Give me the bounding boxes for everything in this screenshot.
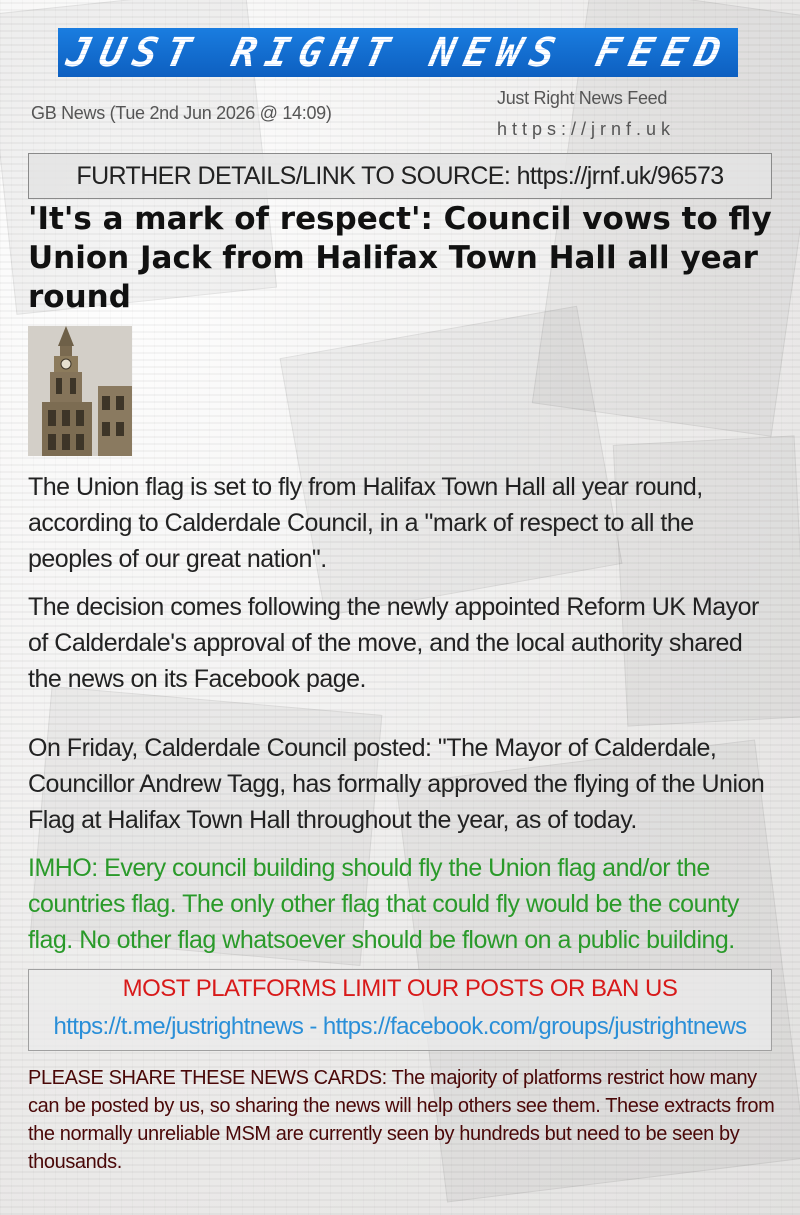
article-paragraph: The decision comes following the newly appointed Reform UK Mayor of Calderdale's approval of the move, and the local authority shared the news on its Facebook page. (28, 593, 759, 693)
town-hall-clock-tower-icon (28, 326, 132, 456)
source-link-text[interactable]: FURTHER DETAILS/LINK TO SOURCE: https://jrnf.uk/96573 (76, 161, 724, 190)
share-appeal-note: PLEASE SHARE THESE NEWS CARDS: The majority of platforms restrict how many can be posted by us, so sharing the news will help others see them. These extracts from the normally unreliable MSM are currently seen by hundreds but need to be seen by thousands. (28, 1067, 775, 1173)
article-headline: 'It's a mark of respect': Council vows to fly Union Jack from Halifax Town Hall all year round (28, 201, 772, 315)
source-and-date: GB News (Tue 2nd Jun 2026 @ 14:09) (31, 103, 332, 123)
article-paragraph: The Union flag is set to fly from Halifax Town Hall all year round, according to Calderdale Council, in a "mark of respect to all the peoples of our great nation". (28, 473, 703, 573)
social-links-box (28, 969, 772, 1051)
article-thumbnail (28, 326, 132, 456)
article-paragraph: On Friday, Calderdale Council posted: "The Mayor of Calderdale, Councillor Andrew Tagg, has formally approved the flying of the Union Flag at Halifax Town Hall throughout the year, as of today. (28, 734, 765, 834)
social-links[interactable]: https://t.me/justrightnews - https://facebook.com/groups/justrightnews (53, 1013, 747, 1040)
brand-url[interactable]: https://jrnf.uk (497, 119, 676, 139)
brand-name: Just Right News Feed (497, 88, 668, 108)
site-banner (58, 28, 738, 77)
source-link-box[interactable] (28, 153, 772, 199)
opinion-comment: IMHO: Every council building should fly the Union flag and/or the countries flag. The only other flag that could fly would be the county flag. No other flag whatsoever should be flown on a public building. (28, 854, 739, 954)
banner-title: JUST RIGHT NEWS FEED (62, 29, 734, 76)
platform-warning: MOST PLATFORMS LIMIT OUR POSTS OR BAN US (122, 975, 678, 1002)
